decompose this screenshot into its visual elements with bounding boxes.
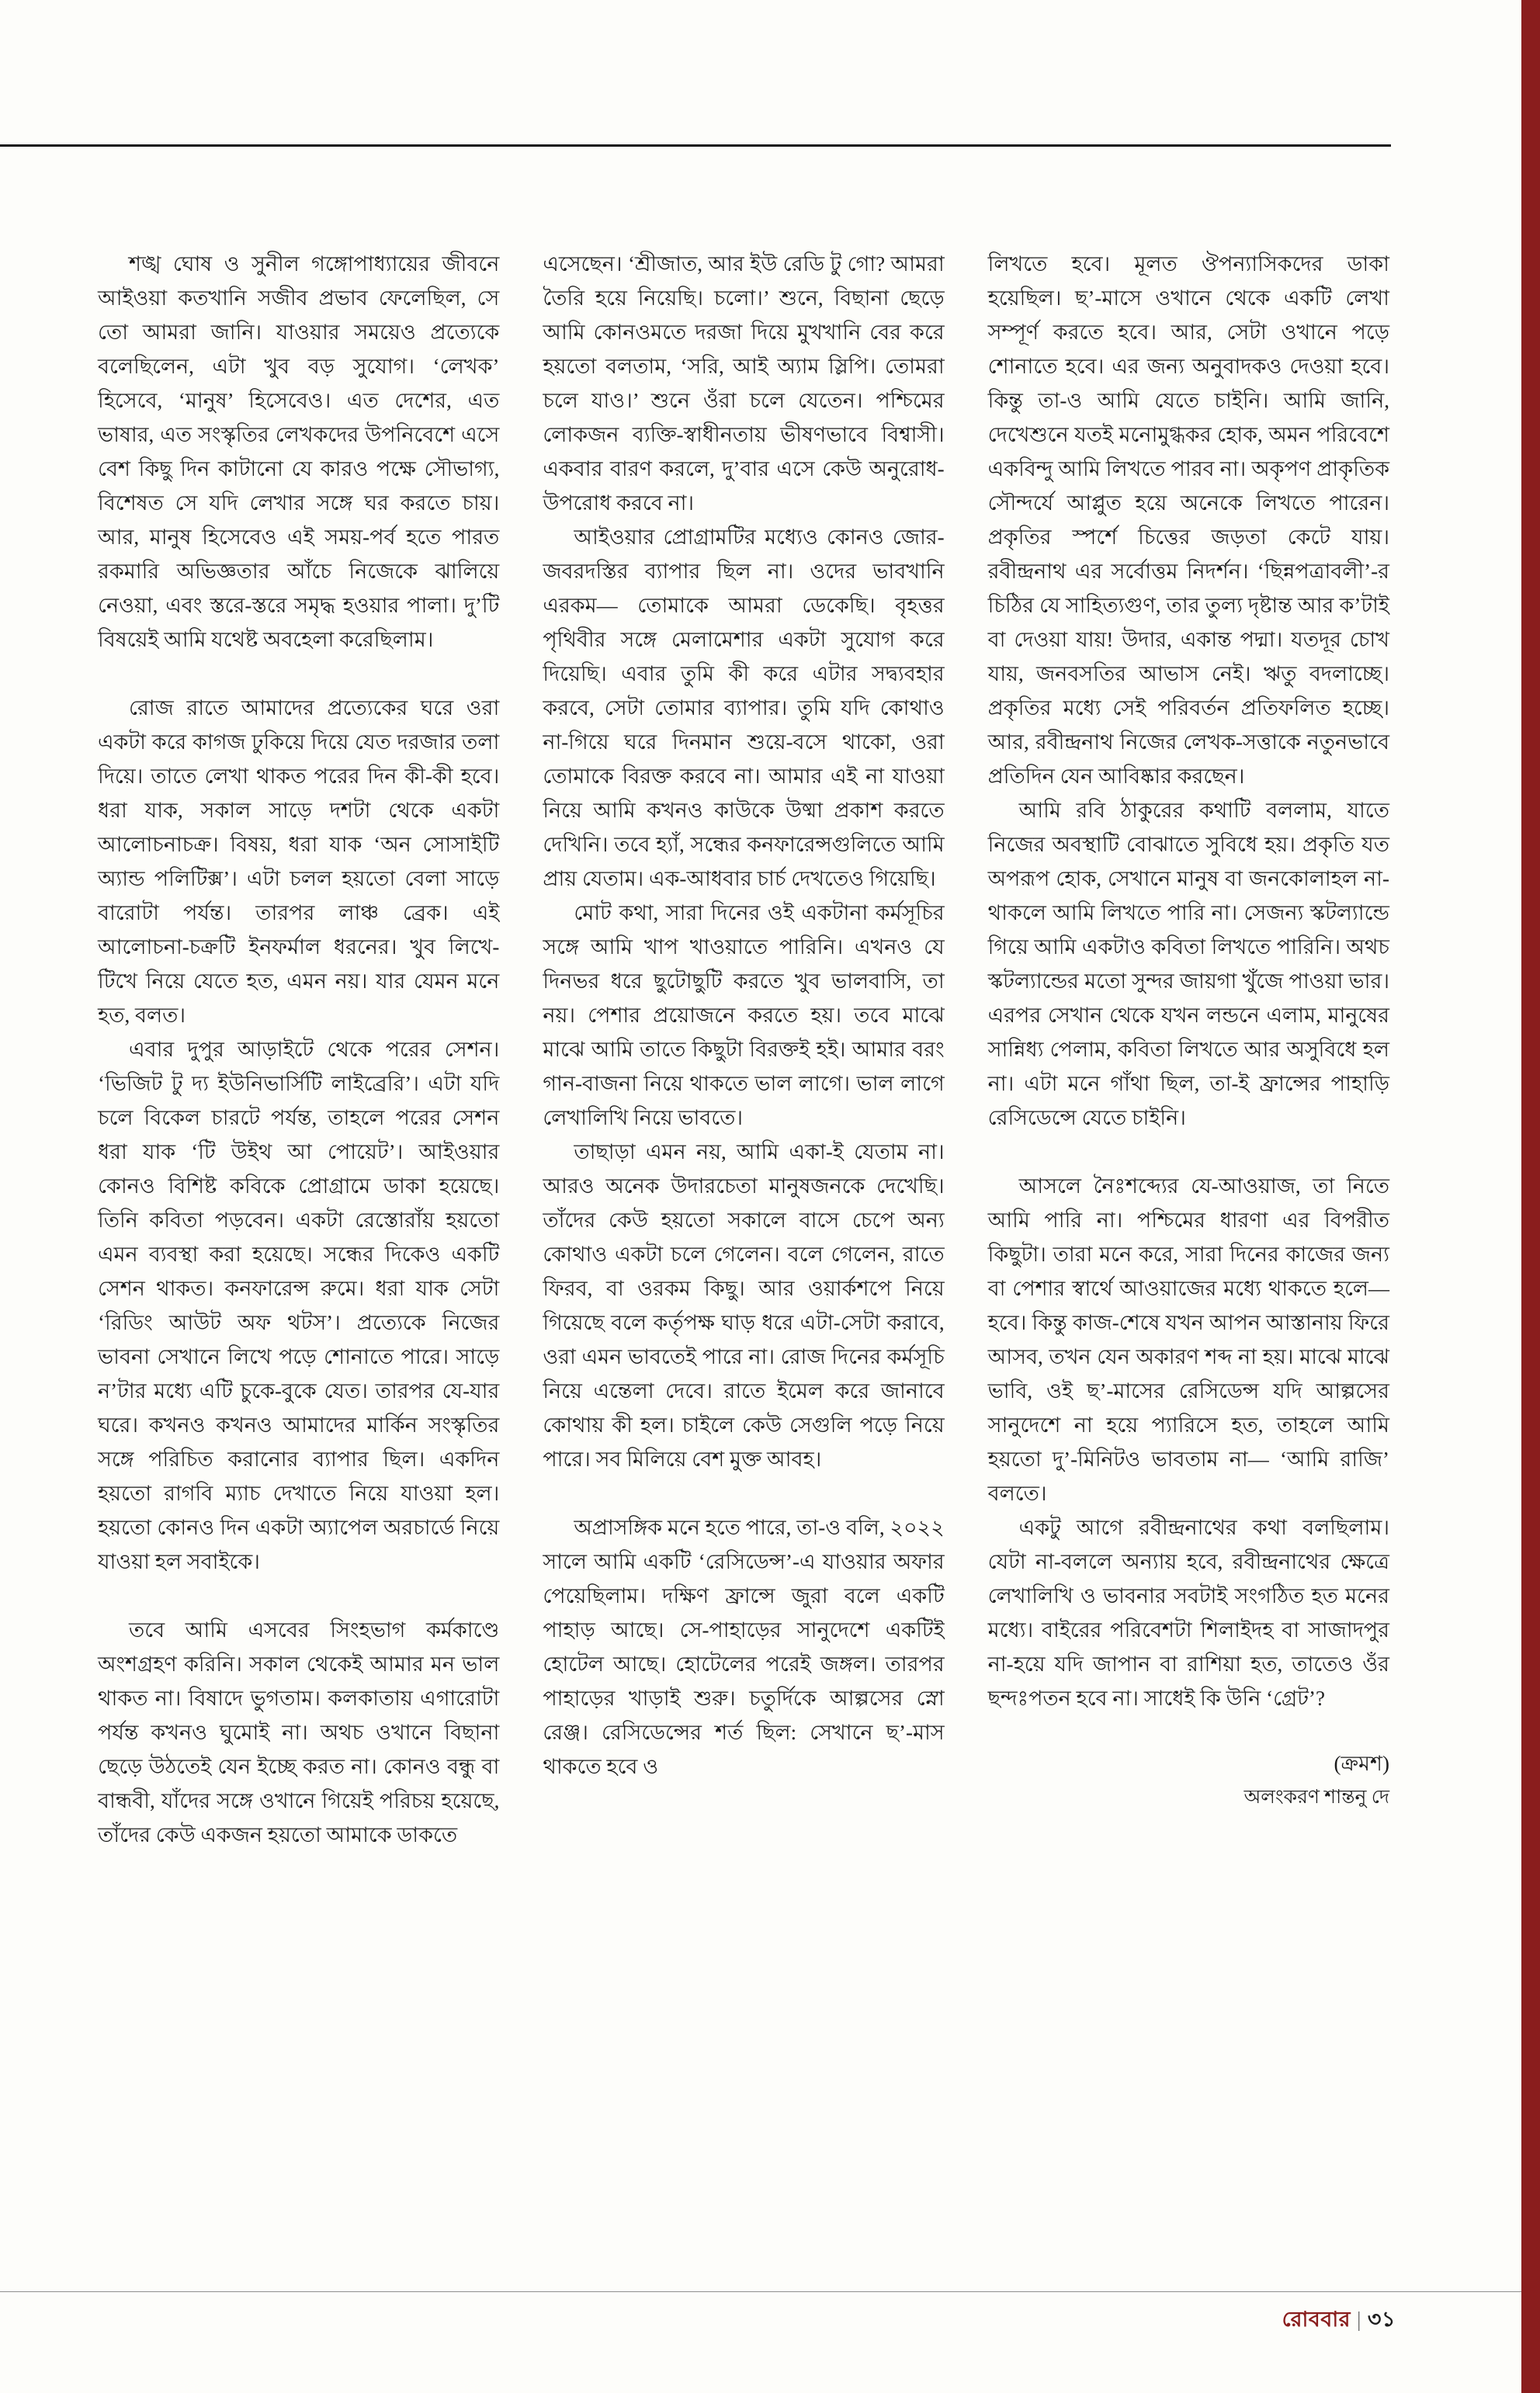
paragraph: মোট কথা, সারা দিনের ওই একটানা কর্মসূচির সঙ্গে আমি খাপ খাওয়াতে পারিনি। এখনও যে দিনভর ধরে ছুটোছুটি করতে খুব ভালবাসি, তা নয়। পেশার প্রয়োজনে করতে হয়। তবে মাঝে মাঝে আমি তাতে কিছুটা বিরক্তই হই। আমার বরং গান-বাজনা নিয়ে থাকতে ভাল লাগে। ভাল লাগে লেখালিখি নিয়ে ভাবতে। [543, 901, 945, 1129]
paragraph: এসেছেন। ‘শ্রীজাত, আর ইউ রেডি টু গো? আমরা তৈরি হয়ে নিয়েছি। চলো।’ শুনে, বিছানা ছেড়ে আমি কোনওমতে দরজা দিয়ে মুখখানি বের করে হয়তো বলতাম, ‘সরি, আই অ্যাম স্লিপি। তোমরা চলে যাও।’ শুনে ওঁরা চলে যেতেন। পশ্চিমের লোকজন ব্যক্তি-স্বাধীনতায় ভীষণভাবে বিশ্বাসী। একবার বারণ করলে, দু’বার এসে কেউ অনুরোধ-উপরোধ করবে না। [543, 252, 945, 515]
text-column-2 [543, 247, 944, 1852]
text-column-1 [98, 247, 499, 1852]
to-be-continued-note: (ক্রমশ) [1334, 1752, 1389, 1775]
paragraph: তবে আমি এসবের সিংহভাগ কর্মকাণ্ডে অংশগ্রহণ করিনি। সকাল থেকেই আমার মন ভাল থাকত না। বিষাদে ভুগতাম। কলকাতায় এগারোটা পর্যন্ত কখনও ঘুমোই না। অথচ ওখানে বিছানা ছেড়ে উঠতেই যেন ইচ্ছে করত না। কোনও বন্ধু বা বান্ধবী, যাঁদের সঙ্গে ওখানে গিয়েই পরিচয় হয়েছে, তাঁদের কেউ একজন হয়তো আমাকে ডাকতে [98, 1618, 500, 1847]
paragraph: শঙ্খ ঘোষ ও সুনীল গঙ্গোপাধ্যায়ের জীবনে আইওয়া কতখানি সজীব প্রভাব ফেলেছিল, সে তো আমরা জানি। যাওয়ার সময়েও প্রত্যেকে বলেছিলেন, এটা খুব বড় সুযোগ। ‘লেখক’ হিসেবে, ‘মানুষ’ হিসেবেও। এত দেশের, এত ভাষার, এত সংস্কৃতির লেখকদের উপনিবেশে এসে বেশ কিছু দিন কাটানো যে কারও পক্ষে সৌভাগ্য, বিশেষত সে যদি লেখার সঙ্গে ঘর করতে চায়। আর, মানুষ হিসেবেও এই সময়-পর্ব হতে পারত রকমারি অভিজ্ঞতার আঁচে নিজেকে ঝালিয়ে নেওয়া, এবং স্তরে-স্তরে সমৃদ্ধ হওয়ার পালা। দু’টি বিষয়েই আমি যথেষ্ট অবহেলা করেছিলাম। [98, 252, 500, 651]
footer-separator: | [1357, 2308, 1361, 2331]
illustration-credit: অলংকরণ শান্তনু দে [1243, 1787, 1389, 1808]
top-rule [0, 144, 1391, 147]
paragraph: এবার দুপুর আড়াইটে থেকে পরের সেশন। ‘ভিজিট টু দ্য ইউনিভার্সিটি লাইব্রেরি’। এটা যদি চলে বিকেল চারটে পর্যন্ত, তাহলে পরের সেশন ধরা যাক ‘টি উইথ আ পোয়েট’। আইওয়ার কোনও বিশিষ্ট কবিকে প্রোগ্রামে ডাকা হয়েছে। তিনি কবিতা পড়বেন। একটা রেস্তোরাঁয় হয়তো এমন ব্যবস্থা করা হয়েছে। সন্ধের দিকেও একটি সেশন থাকত। কনফারেন্স রুমে। ধরা যাক সেটা ‘রিডিং আউট অফ থটস’। প্রত্যেকে নিজের ভাবনা সেখানে লিখে পড়ে শোনাতে পারে। সাড়ে ন’টার মধ্যে এটি চুকে-বুকে যেত। তারপর যে-যার ঘরে। কখনও কখনও আমাদের মার্কিন সংস্কৃতির সঙ্গে পরিচিত করানোর ব্যাপার ছিল। একদিন হয়তো রাগবি ম্যাচ দেখাতে নিয়ে যাওয়া হল। হয়তো কোনও দিন একটা অ্যাপেল অরচার্ডে নিয়ে যাওয়া হল সবাইকে। [98, 1038, 500, 1573]
paragraph: অপ্রাসঙ্গিক মনে হতে পারে, তা-ও বলি, ২০২২ সালে আমি একটি ‘রেসিডেন্স’-এ যাওয়ার অফার পেয়েছিলাম। দক্ষিণ ফ্রান্সে জুরা বলে একটি পাহাড় আছে। সে-পাহাড়ের সানুদেশে একটিই হোটেল আছে। হোটেলের পরেই জঙ্গল। তারপর পাহাড়ের খাড়াই শুরু। চতুর্দিকে আল্পসের স্নো রেঞ্জ। রেসিডেন্সের শর্ত ছিল: সেখানে ছ’-মাস থাকতে হবে ও [543, 1516, 945, 1778]
paragraph: লিখতে হবে। মূলত ঔপন্যাসিকদের ডাকা হয়েছিল। ছ’-মাসে ওখানে থেকে একটি লেখা সম্পূর্ণ করতে হবে। আর, সেটা ওখানে পড়ে শোনাতে হবে। এর জন্য অনুবাদকও দেওয়া হবে। কিন্তু তা-ও আমি যেতে চাইনি। আমি জানি, দেখেশুনে যতই মনোমুগ্ধকর হোক, অমন পরিবেশে একবিন্দু আমি লিখতে পারব না। অকৃপণ প্রাকৃতিক সৌন্দর্যে আপ্লুত হয়ে অনেকে লিখতে পারেন। প্রকৃতির স্পর্শে চিত্তের জড়তা কেটে যায়। রবীন্দ্রনাথ এর সর্বোত্তম নিদর্শন। ‘ছিন্নপত্রাবলী’-র চিঠির যে সাহিত্যগুণ, তার তুল্য দৃষ্টান্ত আর ক’টাই বা দেওয়া যায়! উদার, একান্ত পদ্মা। যতদূর চোখ যায়, জনবসতির আভাস নেই। ঋতু বদলাচ্ছে। প্রকৃতির মধ্যে সেই পরিবর্তন প্রতিফলিত হচ্ছে। আর, রবীন্দ্রনাথ নিজের লেখক-সত্তাকে নতুনভাবে প্রতিদিন যেন আবিষ্কার করছেন। [987, 252, 1389, 788]
paragraph: রোজ রাতে আমাদের প্রত্যেকের ঘরে ওরা একটা করে কাগজ ঢুকিয়ে দিয়ে যেত দরজার তলা দিয়ে। তাতে লেখা থাকত পরের দিন কী-কী হবে। ধরা যাক, সকাল সাড়ে দশটা থেকে একটা আলোচনাচক্র। বিষয়, ধরা যাক ‘অন সোসাইটি অ্যান্ড পলিটিক্স’। এটা চলল হয়তো বেলা সাড়ে বারোটা পর্যন্ত। তারপর লাঞ্চ ব্রেক। এই আলোচনা-চক্রটি ইনফর্মাল ধরনের। খুব লিখে-টিখে নিয়ে যেতে হত, এমন নয়। যার যেমন মনে হত, বলত। [98, 696, 500, 1027]
page-footer [1282, 2304, 1396, 2339]
footer-rule [0, 2291, 1521, 2292]
text-column-3 [988, 247, 1389, 1852]
page-edge-stripe [1521, 0, 1540, 2393]
paragraph: তাছাড়া এমন নয়, আমি একা-ই যেতাম না। আরও অনেক উদারচেতা মানুষজনকে দেখেছি। তাঁদের কেউ হয়তো সকালে বাসে চেপে অন্য কোথাও একটা চলে গেলেন। বলে গেলেন, রাতে ফিরব, বা ওরকম কিছু। আর ওয়ার্কশপে নিয়ে গিয়েছে বলে কর্তৃপক্ষ ঘাড় ধরে এটা-সেটা করাবে, ওরা এমন ভাবতেই পারে না। রোজ দিনের কর্মসূচি নিয়ে এন্তেলা দেবে। রাতে ইমেল করে জানাবে কোথায় কী হল। চাইলে কেউ সেগুলি পড়ে নিয়ে পারে। সব মিলিয়ে বেশ মুক্ত আবহ। [543, 1140, 945, 1471]
section-name: রোববার [1282, 2308, 1351, 2331]
paragraph: একটু আগে রবীন্দ্রনাথের কথা বলছিলাম। যেটা না-বললে অন্যায় হবে, রবীন্দ্রনাথের ক্ষেত্রে লেখালিখি ও ভাবনার সবটাই সংগঠিত হত মনের মধ্যে। বাইরের পরিবেশটা শিলাইদহ বা সাজাদপুর না-হয়ে যদি জাপান বা রাশিয়া হত, তাতেও ওঁর ছন্দঃপতন হবে না। সাধেই কি উনি ‘গ্রেট’? [987, 1516, 1389, 1710]
paragraph: আসলে নৈঃশব্দ্যের যে-আওয়াজ, তা নিতে আমি পারি না। পশ্চিমের ধারণা এর বিপরীত কিছুটা। তারা মনে করে, সারা দিনের কাজের জন্য বা পেশার স্বার্থে আওয়াজের মধ্যে থাকতে হলে— হবে। কিন্তু কাজ-শেষে যখন আপন আস্তানায় ফিরে আসব, তখন যেন অকারণ শব্দ না হয়। মাঝে মাঝে ভাবি, ওই ছ’-মাসের রেসিডেন্স যদি আল্পসের সানুদেশে না হয়ে প্যারিসে হত, তাহলে আমি হয়তো দু’-মিনিটও ভাবতাম না— ‘আমি রাজি’ বলতে। [987, 1174, 1389, 1505]
article-body [98, 247, 1389, 1852]
page-number: ৩১ [1367, 2308, 1396, 2331]
paragraph: আমি রবি ঠাকুরের কথাটি বললাম, যাতে নিজের অবস্থাটি বোঝাতে সুবিধে হয়। প্রকৃতি যত অপরূপ হোক, সেখানে মানুষ বা জনকোলাহল না-থাকলে আমি লিখতে পারি না। সেজন্য স্কটল্যান্ডে গিয়ে আমি একটাও কবিতা লিখতে পারিনি। অথচ স্কটল্যান্ডের মতো সুন্দর জায়গা খুঁজে পাওয়া ভার। এরপর সেখান থেকে যখন লন্ডনে এলাম, মানুষের সান্নিধ্য পেলাম, কবিতা লিখতে আর অসুবিধে হল না। এটা মনে গাঁথা ছিল, তা-ই ফ্রান্সের পাহাড়ি রেসিডেন্সে যেতে চাইনি। [987, 799, 1389, 1129]
paragraph: আইওয়ার প্রোগ্রামটির মধ্যেও কোনও জোর-জবরদস্তির ব্যাপার ছিল না। ওদের ভাবখানি এরকম— তোমাকে আমরা ডেকেছি। বৃহত্তর পৃথিবীর সঙ্গে মেলামেশার একটা সুযোগ করে দিয়েছি। এবার তুমি কী করে এটার সদ্ব্যবহার করবে, সেটা তোমার ব্যাপার। তুমি যদি কোথাও না-গিয়ে ঘরে দিনমান শুয়ে-বসে থাকো, ওরা তোমাকে বিরক্ত করবে না। আমার এই না যাওয়া নিয়ে আমি কখনও কাউকে উষ্মা প্রকাশ করতে দেখিনি। তবে হ্যাঁ, সন্ধের কনফারেন্সগুলিতে আমি প্রায় যেতাম। এক-আধবার চার্চ দেখতেও গিয়েছি। [543, 525, 945, 890]
